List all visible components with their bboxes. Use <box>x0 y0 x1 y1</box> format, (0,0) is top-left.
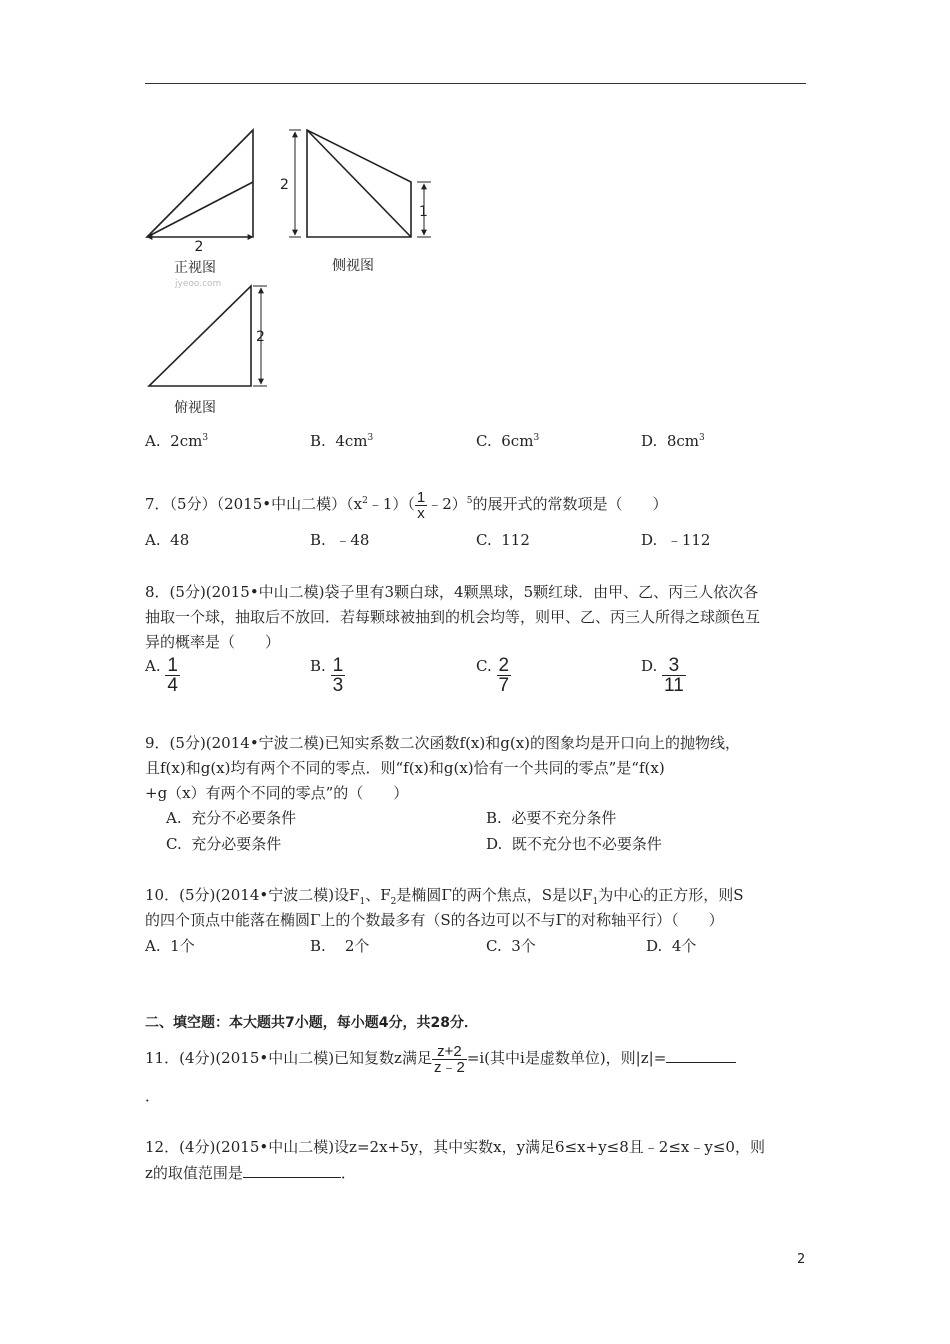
side-view <box>307 130 411 237</box>
q7-stem: 7．（5分）（2015•中山二模）$(x^2﹣1)$（ $\frac{1}{x}$ ﹣2）$^5$的展开式的常数项是（ ） <box>145 488 668 522</box>
front-view-label: 正视图 <box>174 260 216 276</box>
section-heading-fill-in: 二、填空题：本大题共7小题，每小题4分，共28分． <box>145 1015 478 1031</box>
top-dim-2: 2 <box>256 329 265 345</box>
side-dim-2: 2 <box>280 177 289 193</box>
q7-option-b[interactable]: B. ﹣48 <box>310 531 370 549</box>
q9-option-c[interactable]: C. 充分必要条件 <box>166 835 282 853</box>
q8-line1: 8．(5分)(2015•中山二模)袋子里有3颗白球，4颗黑球，5颗红球．由甲、乙、丙三人依次各 <box>145 583 759 601</box>
q7-option-c[interactable]: C. 112 <box>476 531 530 549</box>
q10-option-d[interactable]: D. 4个 <box>646 937 697 955</box>
front-view <box>147 130 253 237</box>
q6-option-a[interactable]: A. $2cm^3$ <box>145 432 209 450</box>
q10-line2: 的四个顶点中能落在椭圆Γ上的个数最多有（S的各边可以不与Γ的对称轴平行）（ ） <box>145 911 724 929</box>
q9-option-a[interactable]: A. 充分不必要条件 <box>166 809 297 827</box>
q10-line1: 10．(5分)(2014•宁波二模)设$F_1$、$F_2$是椭圆Γ的两个焦点，S是以$F_1$为中心的正方形，则S <box>145 886 744 907</box>
header-rule <box>145 83 806 84</box>
q12-line1: 12．(4分)(2015•中山二模)设z=2x+5y，其中实数x，y满足6≤x+y≤8且﹣2≤x﹣y≤0，则 <box>145 1138 765 1156</box>
page-number: 2 <box>797 1252 806 1267</box>
q8-option-d[interactable]: D. $\frac{3}{11}$ <box>641 655 684 696</box>
q12-answer-blank[interactable] <box>243 1163 341 1178</box>
q11-answer-blank[interactable] <box>666 1048 736 1063</box>
q7-fraction: $\frac{1}{x}$ <box>416 488 426 522</box>
q6-option-b[interactable]: B. $4cm^3$ <box>310 432 374 450</box>
q8-option-a[interactable]: A. $\frac{1}{4}$ <box>145 655 178 696</box>
q9-line1: 9．(5分)(2014•宁波二模)已知实系数二次函数f(x)和g(x)的图象均是开口向上的抛物线， <box>145 734 741 752</box>
q12-line2: z的取值范围是 ． <box>145 1164 356 1182</box>
q10-option-c[interactable]: C. 3个 <box>486 937 536 955</box>
q11-end: ． <box>145 1087 161 1105</box>
side-dim-1: 1 <box>419 204 428 220</box>
q8-option-b[interactable]: B. $\frac{1}{3}$ <box>310 655 344 696</box>
side-view-label: 侧视图 <box>332 258 374 274</box>
q9-line3: +g（x）有两个不同的零点”的（ ） <box>145 784 409 802</box>
q6-option-d[interactable]: D. $8cm^3$ <box>641 432 705 450</box>
q10-option-a[interactable]: A. 1个 <box>145 937 195 955</box>
q7-option-d[interactable]: D. ﹣112 <box>641 531 711 549</box>
top-view-label: 俯视图 <box>174 400 216 416</box>
q11-stem: 11．(4分)(2015•中山二模)已知复数z满足 $\frac{z+2}{z﹣2}$ =i(其中i是虚数单位)，则|z|= <box>145 1035 736 1081</box>
q9-line2: 且f(x)和g(x)均有两个不同的零点．则“f(x)和g(x)恰有一个共同的零点”是“f(x) <box>145 759 665 777</box>
q7-option-a[interactable]: A. 48 <box>145 531 190 549</box>
q8-option-c[interactable]: C. $\frac{2}{7}$ <box>476 655 510 696</box>
q11-fraction: $\frac{z+2}{z﹣2}$ <box>433 1042 465 1076</box>
q10-option-b[interactable]: B. 2个 <box>310 937 370 955</box>
q6-option-c[interactable]: C. $6cm^3$ <box>476 432 540 450</box>
q9-option-b[interactable]: B. 必要不充分条件 <box>486 809 617 827</box>
q9-option-d[interactable]: D. 既不充分也不必要条件 <box>486 835 662 853</box>
top-view <box>149 286 251 386</box>
watermark: jyeoo.com <box>175 279 222 289</box>
front-dim-2: 2 <box>194 239 204 255</box>
three-view-figure <box>135 120 455 420</box>
q8-line3: 异的概率是（ ） <box>145 633 281 651</box>
q8-line2: 抽取一个球，抽取后不放回．若每颗球被抽到的机会均等，则甲、乙、丙三人所得之球颜色互 <box>145 608 761 626</box>
